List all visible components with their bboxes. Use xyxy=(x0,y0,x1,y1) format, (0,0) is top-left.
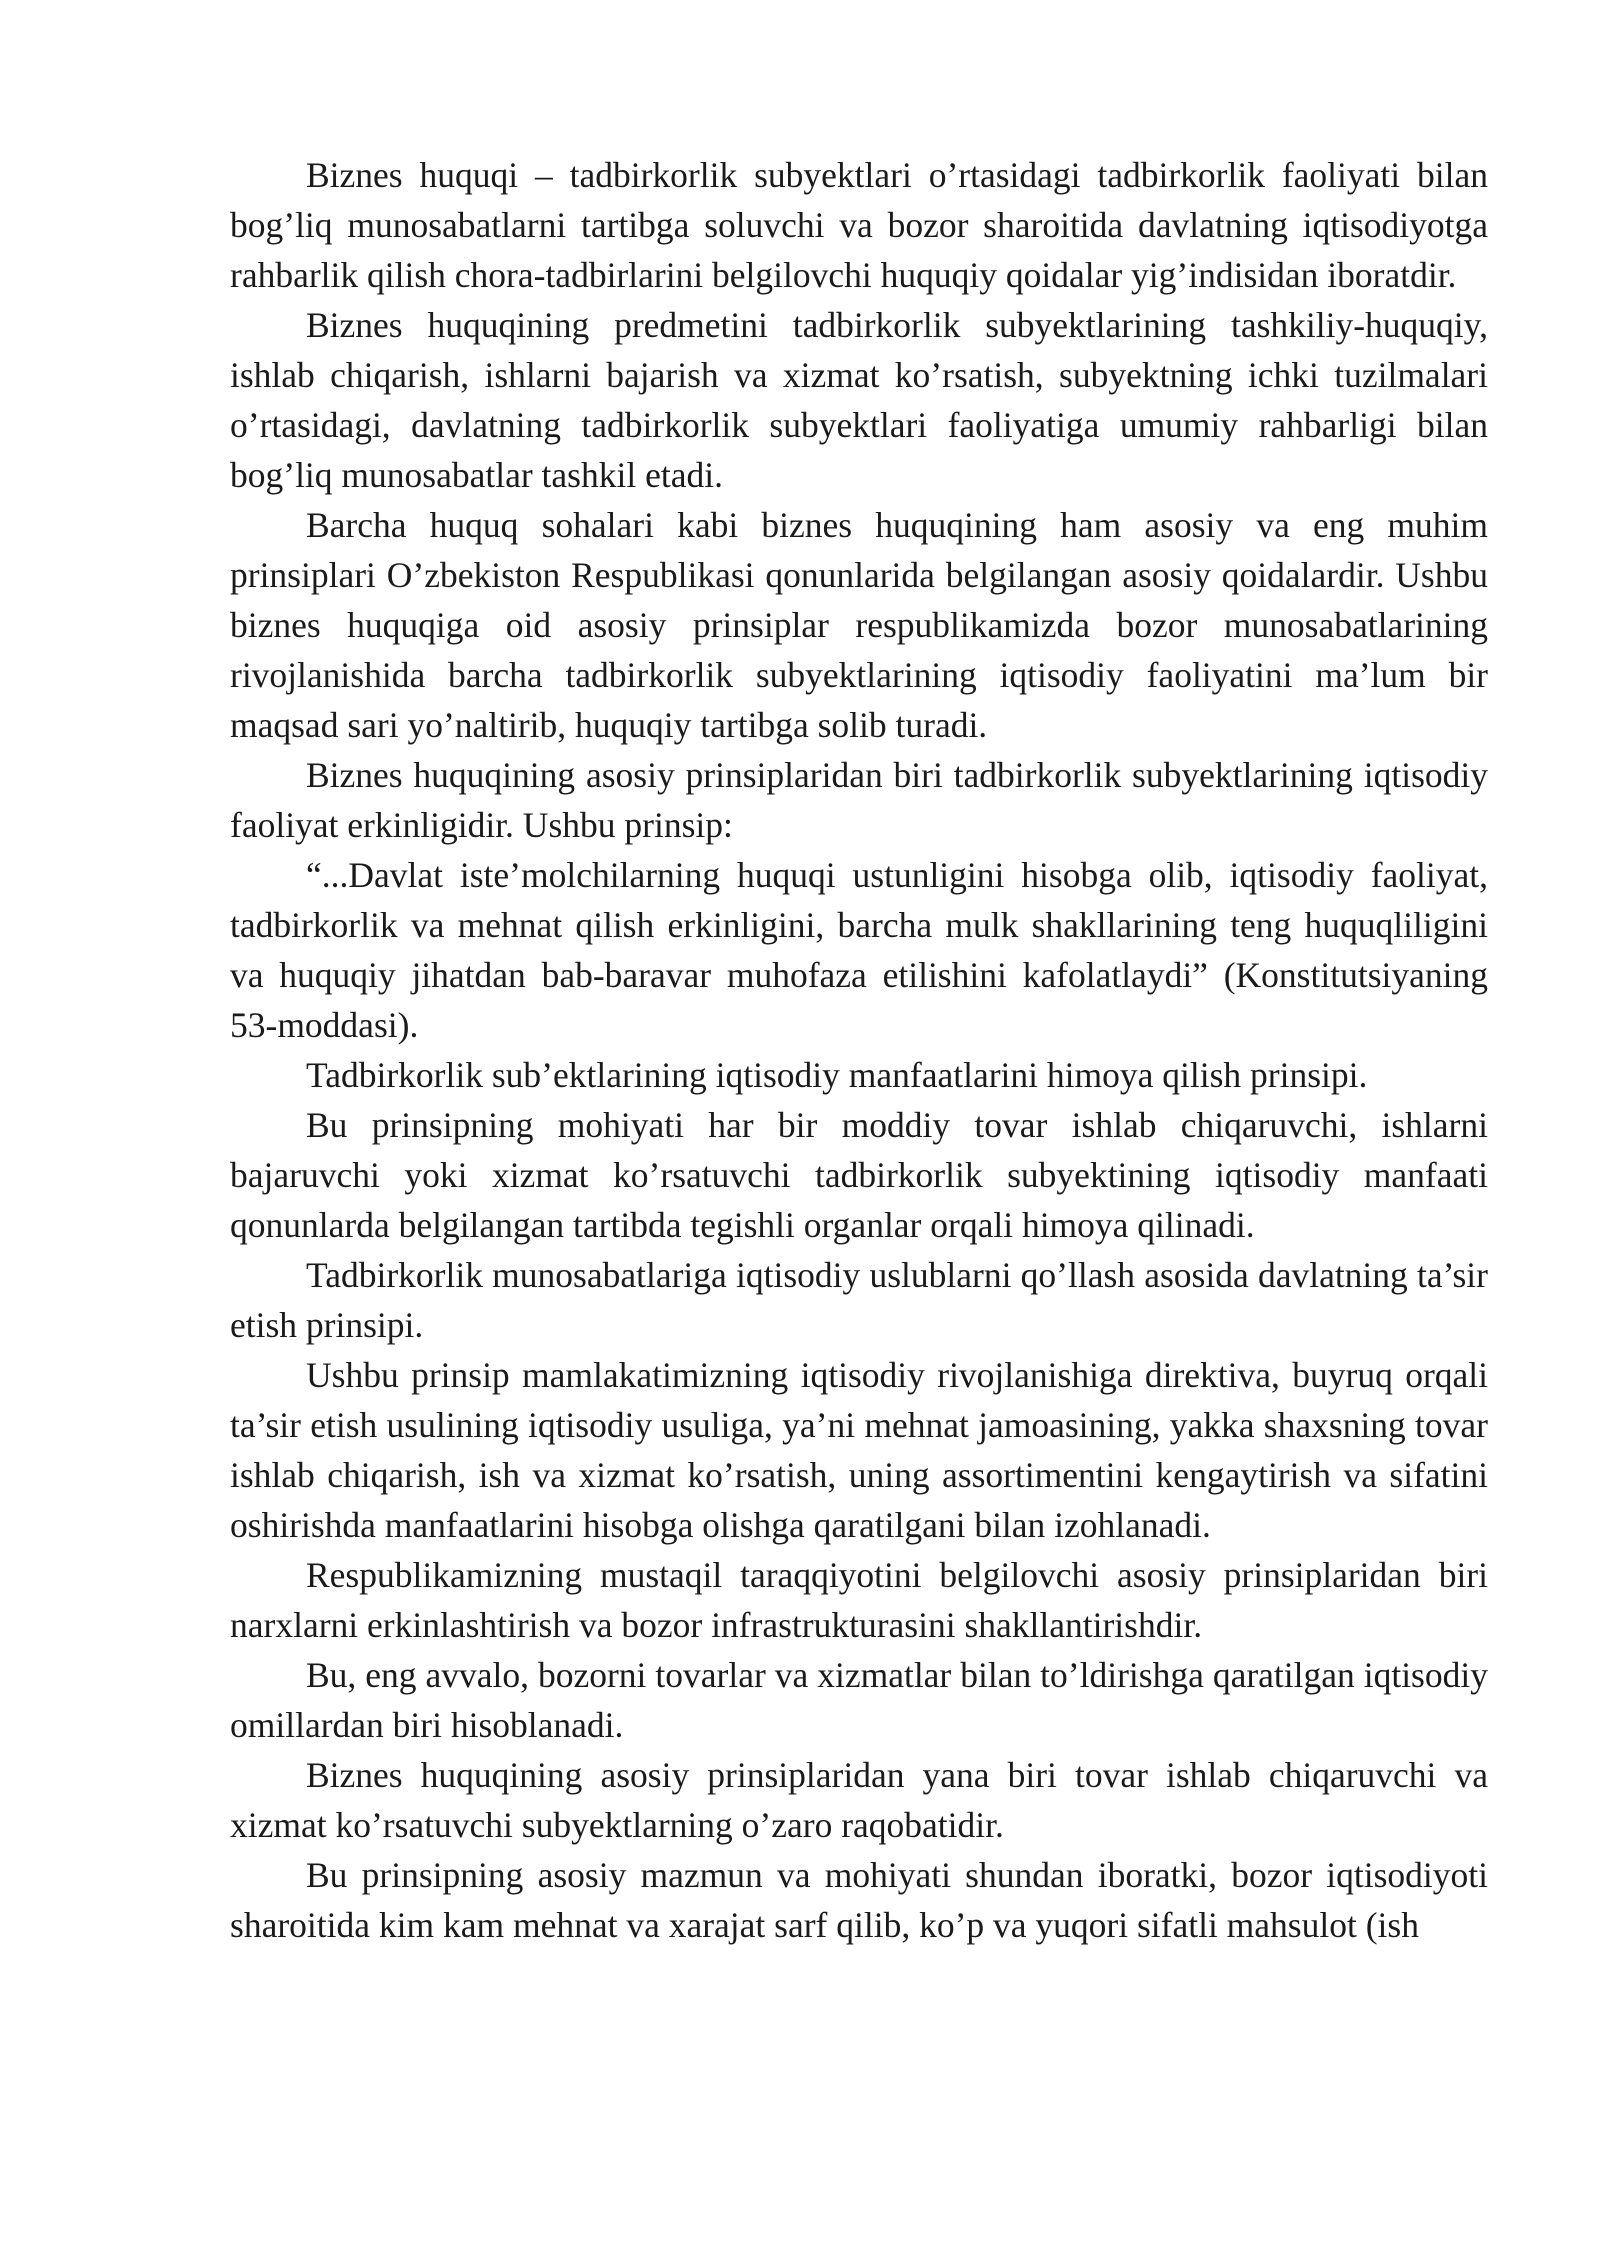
paragraph-competition-essence: Bu prinsipning asosiy mazmun va mohiyati shundan iboratki, bozor iqtisodiyoti sharoitida kim kam mehnat va xarajat sarf qilib, ko’p va yuqori sifatli mahsulot (ish xyxy=(230,1855,1488,1945)
paragraph-constitution-quote: “...Davlat iste’molchilarning huquqi ustunligini hisobga olib, iqtisodiy faoliyat, tadbirkorlik va mehnat qilish erkinligini, barcha mulk shakllarining teng huquqliligini va huquqiy jihatdan bab-baravar muhofaza etilishini kafolatlaydi” (Konstitutsiyaning 53-moddasi). xyxy=(230,855,1488,1045)
paragraph-freedom-principle: Biznes huquqining asosiy prinsiplaridan biri tadbirkorlik subyektlarining iqtisodiy faoliyat erkinligidir. Ushbu prinsip: xyxy=(230,755,1488,845)
paragraph-market-saturation: Bu, eng avvalo, bozorni tovarlar va xizmatlar bilan to’ldirishga qaratilgan iqtisodiy omillardan biri hisoblanadi. xyxy=(230,1655,1488,1745)
paragraph-protection-essence: Bu prinsipning mohiyati har bir moddiy tovar ishlab chiqaruvchi, ishlarni bajaruvchi yoki xizmat ko’rsatuvchi tadbirkorlik subyektining iqtisodiy manfaati qonunlarda belgilangan tartibda tegishli organlar orqali himoya qilinadi. xyxy=(230,1105,1488,1245)
paragraph-competition-principle: Biznes huquqining asosiy prinsiplaridan yana biri tovar ishlab chiqaruvchi va xizmat ko’rsatuvchi subyektlarning o’zaro raqobatidir. xyxy=(230,1755,1488,1845)
paragraph-subject: Biznes huquqining predmetini tadbirkorlik subyektlarining tashkiliy-huquqiy, ishlab chiqarish, ishlarni bajarish va xizmat ko’rsatish, subyektning ichki tuzilmalari o’rtasidagi, davlatning tadbirkorlik subyektlari faoliyatiga umumiy rahbarligi bilan bog’liq munosabatlar tashkil etadi. xyxy=(230,305,1488,495)
paragraph-definition: Biznes huquqi – tadbirkorlik subyektlari o’rtasidagi tadbirkorlik faoliyati bilan bog’liq munosabatlarni tartibga soluvchi va bozor sharoitida davlatning iqtisodiyotga rahbarlik qilish chora-tadbirlarini belgilovchi huquqiy qoidalar yig’indisidan iboratdir. xyxy=(230,155,1488,295)
paragraph-principles-intro: Barcha huquq sohalari kabi biznes huquqining ham asosiy va eng muhim prinsiplari O’zbekiston Respublikasi qonunlarida belgilangan asosiy qoidalardir. Ushbu biznes huquqiga oid asosiy prinsiplar respublikamizda bozor munosabatlarining rivojlanishida barcha tadbirkorlik subyektlarining iqtisodiy faoliyatini ma’lum bir maqsad sari yo’naltirib, huquqiy tartibga solib turadi. xyxy=(230,505,1488,745)
paragraph-protection-principle: Tadbirkorlik sub’ektlarining iqtisodiy manfaatlarini himoya qilish prinsipi. xyxy=(306,1055,1368,1095)
paragraph-economic-methods-explanation: Ushbu prinsip mamlakatimizning iqtisodiy rivojlanishiga direktiva, buyruq orqali ta’sir etish usulining iqtisodiy usuliga, ya’ni mehnat jamoasining, yakka shaxsning tovar ishlab chiqarish, ish va xizmat ko’rsatish, uning assortimentini kengaytirish va sifatini oshirishda manfaatlarini hisobga olishga qaratilgani bilan izohlanadi. xyxy=(230,1355,1488,1545)
paragraph-price-liberalization: Respublikamizning mustaqil taraqqiyotini belgilovchi asosiy prinsiplaridan biri narxlarni erkinlashtirish va bozor infrastrukturasini shakllantirishdir. xyxy=(230,1555,1488,1645)
paragraph-economic-methods-principle: Tadbirkorlik munosabatlariga iqtisodiy uslublarni qo’llash asosida davlatning ta’sir etish prinsipi. xyxy=(230,1255,1488,1345)
document-page xyxy=(230,150,1488,1950)
